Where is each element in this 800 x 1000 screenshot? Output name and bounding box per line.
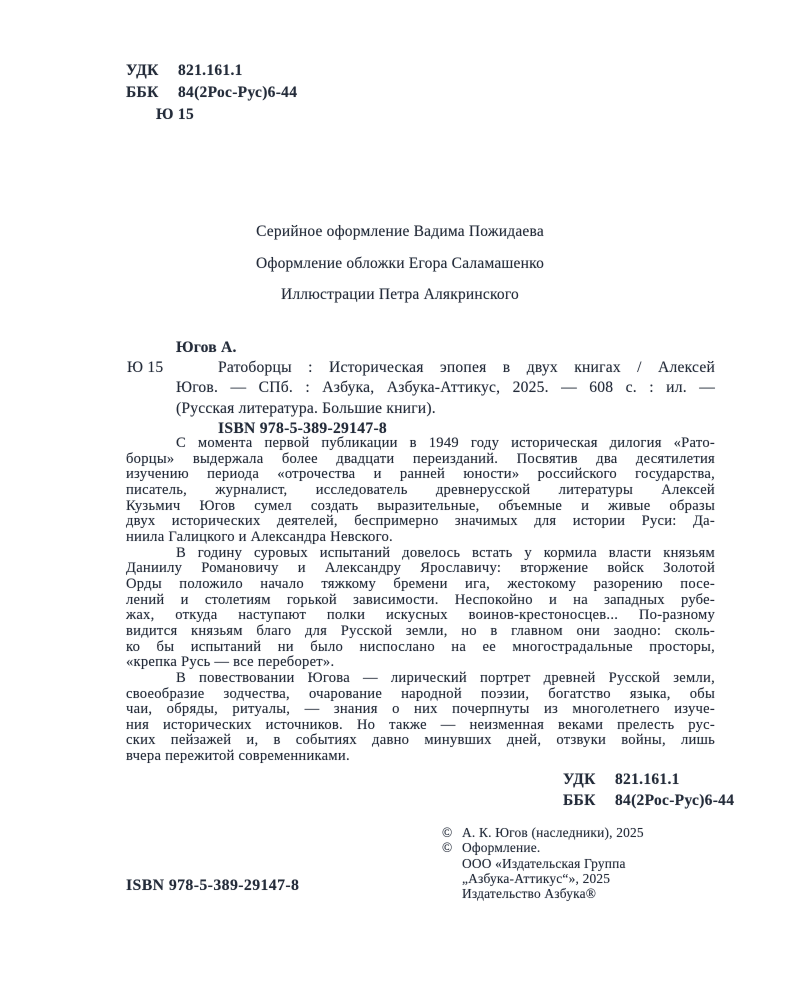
- annotation-line: писатель, журналист, исследователь древнерусской литературы Алексей: [126, 481, 715, 498]
- code-value: 821.161.1: [615, 771, 680, 788]
- catalog-description: [176, 358, 715, 419]
- annotation-line: «крепка Русь — все переборет».: [126, 654, 335, 671]
- code-value: 821.161.1: [178, 62, 243, 79]
- top-codes: [126, 60, 297, 126]
- annotation-paragraph: [126, 671, 715, 765]
- credit-line: Серийное оформление Вадима Пожидаева: [256, 223, 544, 240]
- copyright-lines: [462, 840, 626, 901]
- catalog-author-heading: Югов А.: [176, 339, 237, 356]
- code-row: [563, 790, 734, 811]
- annotation-line: видится князьям благо для Русской земли, но в главном они заодно: сколь-: [126, 622, 715, 639]
- annotation-line: Кузьмич Югов сумел создать выразительные, объемные и живые образы: [126, 497, 715, 514]
- annotation-line: вчера пережитой современниками.: [126, 748, 350, 765]
- annotation-line: лений и столетиям горькой зависимости. Неспокойно и на западных рубе-: [126, 591, 715, 608]
- copyright-line: „Азбука-Аттикус“», 2025: [462, 870, 611, 886]
- annotation-line: В годину суровых испытаний довелось встать у кормила власти князьям: [176, 544, 715, 561]
- bottom-codes: [563, 769, 734, 811]
- code-label: УДК: [563, 771, 596, 788]
- catalog-line: Ратоборцы : Историческая эпопея в двух книгах / Алексей: [218, 359, 715, 377]
- copyright-block: [442, 825, 644, 901]
- annotation-line: ниила Галицкого и Александра Невского.: [126, 528, 393, 545]
- annotation-line: Даниилу Романовичу и Александру Ярославичу: вторжение войск Золотой: [126, 560, 715, 577]
- annotation-line: В повествовании Югова — лирический портрет древней Русской земли,: [176, 669, 715, 686]
- credit-line: Оформление обложки Егора Саламашенко: [255, 254, 545, 272]
- code-row: [126, 60, 297, 82]
- catalog-line: Югов. — СПб. : Азбука, Азбука-Аттикус, 2025. — 608 с. : ил. —: [176, 379, 715, 397]
- author-sign: Ю 15: [156, 106, 195, 123]
- annotation-line: изучению периода «отрочества и ранней юности» российского государства,: [126, 466, 715, 483]
- annotation-paragraph: [126, 546, 715, 671]
- catalog-line: (Русская литература. Большие книги).: [176, 399, 436, 417]
- code-row: [126, 82, 297, 104]
- annotation-line: Орды положило начало тяжкому бремени ига, жестокому разорению посе-: [126, 575, 715, 592]
- code-label: ББК: [563, 792, 596, 809]
- top-code-rows: [126, 60, 297, 104]
- copyright-line: Издательство Азбука®: [462, 886, 597, 902]
- credits-block: [0, 216, 800, 311]
- bottom-isbn: ISBN 978-5-389-29147-8: [126, 877, 300, 894]
- catalog-card-code: Ю 15: [127, 359, 164, 377]
- catalog-description-row: [126, 358, 715, 419]
- code-label: ББК: [126, 84, 159, 101]
- annotation-line: ния исторических источников. Но также — неизменная веками прелесть рус-: [126, 716, 715, 733]
- copyright-lines: [462, 825, 644, 840]
- annotation-line: С момента первой публикации в 1949 году историческая дилогия «Рато-: [176, 435, 715, 451]
- catalog-card: [126, 338, 715, 439]
- code-row: [563, 769, 734, 790]
- annotation-line: двух исторических деятелей, беспримерно значимых для истории Руси: Да-: [126, 513, 715, 530]
- catalog-isbn: ISBN 978-5-389-29147-8: [218, 419, 388, 437]
- copyright-line: А. К. Югов (наследники), 2025: [462, 825, 644, 840]
- copyright-symbol: ©: [442, 840, 453, 856]
- credit-line: Иллюстрации Петра Алякринского: [280, 286, 520, 303]
- annotation-text: [126, 436, 715, 765]
- annotation-line: жах, откуда наступают полки искусных воинов-крестоносцев... По-разному: [126, 607, 715, 624]
- copyright-entry: [442, 840, 644, 901]
- copyright-entry: [442, 825, 644, 840]
- code-value: 84(2Рос-Рус)6-44: [615, 792, 735, 809]
- annotation-line: ко бы испытаний ни было ниспослано на ее многострадальные просторы,: [126, 638, 715, 655]
- annotation-line: своеобразие зодчества, очарование народной поэзии, богатство языка, обы: [126, 685, 715, 702]
- code-value: 84(2Рос-Рус)6-44: [178, 84, 298, 101]
- annotation-line: ских пейзажей и, в событиях давно минувших дней, отзвуки войны, лишь: [126, 732, 715, 749]
- annotation-line: борцы» выдержала более двадцати переизданий. Посвятив два десятилетия: [126, 450, 715, 467]
- copyright-symbol: ©: [442, 825, 453, 840]
- annotation-line: чаи, обряды, ритуалы, — знания о них почерпнуты из многолетнего изуче-: [126, 701, 715, 718]
- copyright-line: Оформление.: [462, 840, 541, 856]
- copyright-line: ООО «Издательская Группа: [462, 855, 626, 871]
- annotation-paragraph: [126, 436, 715, 546]
- code-label: УДК: [126, 62, 159, 79]
